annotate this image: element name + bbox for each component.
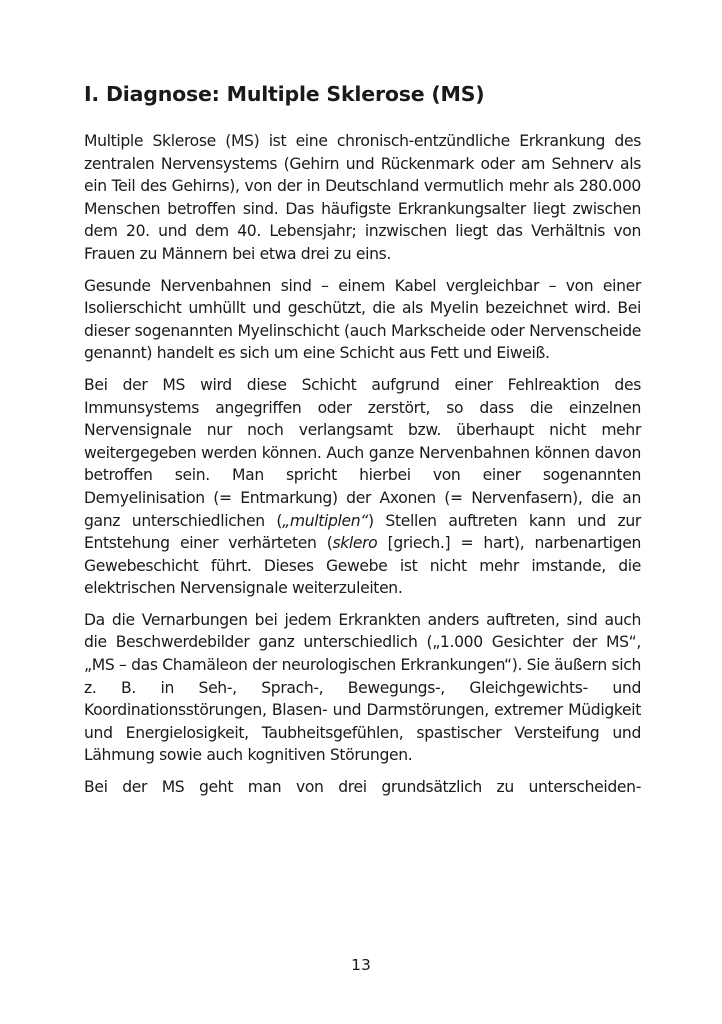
paragraph-3-text-a: Bei der MS wird diese Schicht aufgrund einer Fehlreaktion des Immunsystems angegriffen oder zerstört, so dass die einzelnen Nervensignale nur noch verlangsamt bzw. überhaupt nicht mehr weitergegeben werden können. Auch ganze Nervenbahnen können davon betroffen sein. Man spricht hierbei von einer sogenannten Demyelinisation (= Entmarkung) der Axonen (= Nervenfasern), die an ganz unterschiedlichen ( xyxy=(84,375,641,530)
paragraph-5: Bei der MS geht man von drei grundsätzlich zu unterscheiden- xyxy=(84,778,641,797)
paragraph-3-text-b: ) Stellen auftreten kann und zur Entstehung einer verhärteten ( xyxy=(84,511,641,553)
page-content xyxy=(84,80,641,808)
paragraph-3-italic-sklero: sklero xyxy=(332,534,378,553)
paragraph-2: Gesunde Nervenbahnen sind – einem Kabel vergleichbar – von einer Isolierschicht umhüllt und geschützt, die als Myelin bezeichnet wird. Bei dieser sogenannten Myelinschicht (auch Markscheide oder Nervenscheide genannt) handelt es sich um eine Schicht aus Fett und Eiweiß. xyxy=(84,276,641,363)
paragraph-1: Multiple Sklerose (MS) ist eine chronisch-entzündliche Erkrankung des zentralen Nervensystems (Gehirn und Rückenmark oder am Sehnerv als ein Teil des Gehirns), von der in Deutschland vermutlich mehr als 280.000 Menschen betroffen sind. Das häufigste Erkrankungsalter liegt zwischen dem 20. und dem 40. Lebensjahr; inzwischen liegt das Verhältnis von Frauen zu Männern bei etwa drei zu eins. xyxy=(84,132,641,263)
paragraph-3-text-c: [griech.] = hart), narbenartigen Gewebeschicht führt. Dieses Gewebe ist nicht mehr imstande, die elektrischen Nervensignale weiterzuleiten. xyxy=(84,534,641,598)
paragraph-3 xyxy=(84,374,641,600)
page-number: 13 xyxy=(351,956,371,974)
paragraph-3-italic-multiplen: „multiplen“ xyxy=(282,511,369,530)
paragraph-4: Da die Vernarbungen bei jedem Erkrankten anders auftreten, sind auch die Beschwerdebilder ganz unterschiedlich („1.000 Gesichter der MS“, „MS – das Chamäleon der neurologischen Erkrankungen“). Sie äußern sich z. B. in Seh-, Sprach-, Bewegungs-, Gleichgewichts- und Koordinationsstörungen, Blasen- und Darmstörungen, extremer Müdigkeit und Energielosigkeit, Taubheitsgefühlen, spastischer Versteifung und Lähmung sowie auch kognitiven Störungen. xyxy=(84,610,641,765)
chapter-heading: I. Diagnose: Multiple Sklerose (MS) xyxy=(84,82,485,106)
